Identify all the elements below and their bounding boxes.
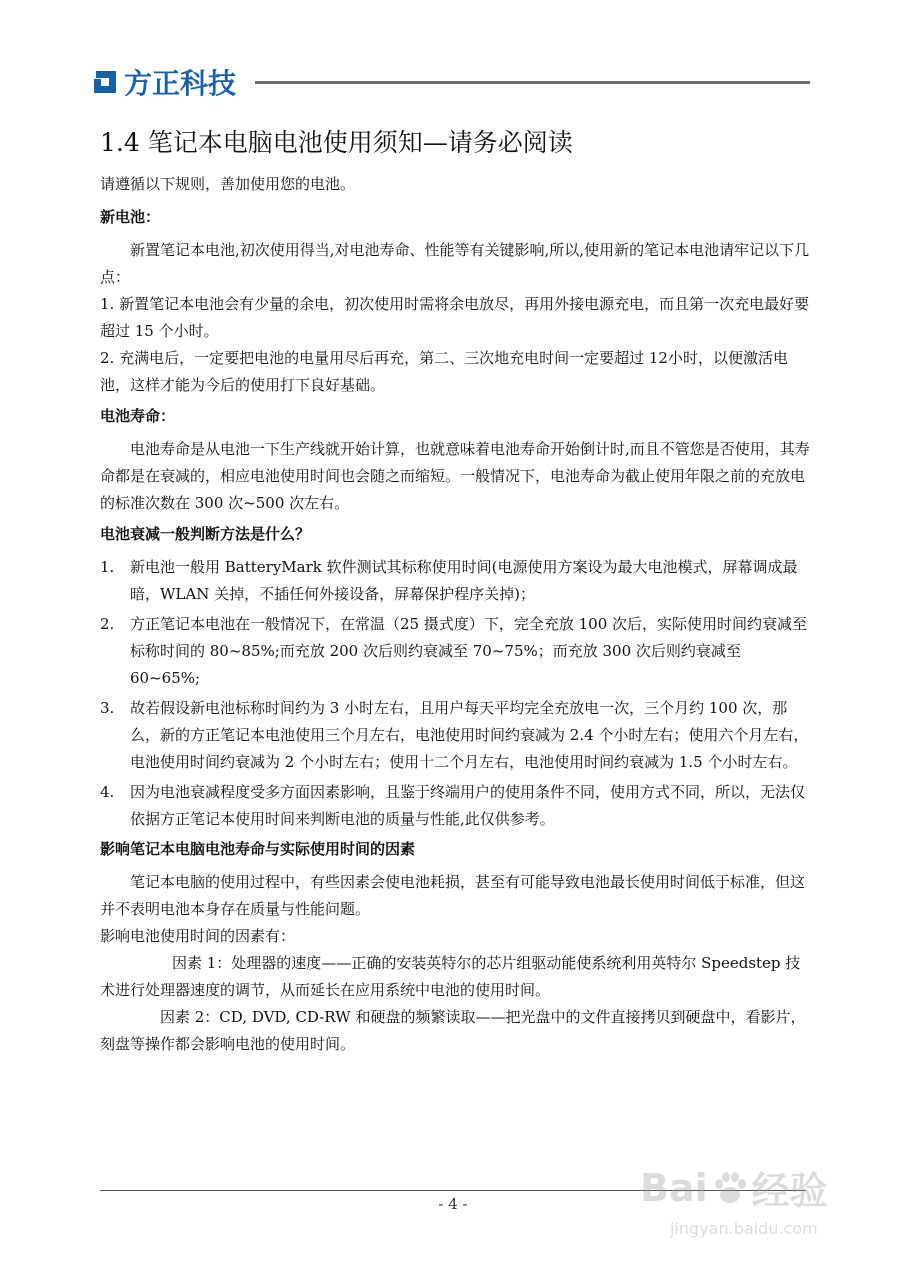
list-item-text: 因为电池衰减程度受多方面因素影响，且鉴于终端用户的使用条件不同，使用方式不同，所以，无法仅依据方正笔记本使用时间来判断电池的质量与性能,此仅供参考。 <box>130 783 806 828</box>
factors-lead: 影响电池使用时间的因素有： <box>100 927 296 945</box>
section-heading-decay: 电池衰减一般判断方法是什么？ <box>100 525 311 543</box>
paw-icon <box>710 1168 750 1208</box>
list-item-number: 3. <box>100 699 115 717</box>
factor-2: 因素 2：CD, DVD, CD-RW 和硬盘的频繁读取——把光盘中的文件直接拷贝到硬盘中，看影片，刻盘等操作都会影响电池的使用时间。 <box>100 1008 806 1053</box>
list-item <box>100 695 810 776</box>
decay-list <box>100 554 810 833</box>
factors-paragraph: 笔记本电脑的使用过程中，有些因素会使电池耗损，甚至有可能导致电池最长使用时间低于标准，但这并不表明电池本身存在质量与性能问题。 <box>100 873 806 918</box>
list-item <box>100 611 810 692</box>
company-logo <box>90 64 236 100</box>
section-heading-new-battery: 新电池： <box>100 208 161 226</box>
list-item-text: 故若假设新电池标称时间约为 3 小时左右，且用户每天平均完全充放电一次，三个月约 100 次，那么，新的方正笔记本电池使用三个月左右，电池使用时间约衰减为 2.4 个小时左右；使用六个月左右，电池使用时间约衰减为 2 个小时左右；使用十二个月左右，电池使用时间约衰减为 1.5 个小时左右。 <box>130 699 809 771</box>
new-battery-paragraph: 新置笔记本电池,初次使用得当,对电池寿命、性能等有关键影响,所以,使用新的笔记本电池请牢记以下几点： <box>100 241 810 286</box>
battery-life-paragraph: 电池寿命是从电池一下生产线就开始计算，也就意味着电池寿命开始倒计时,而且不管您是否使用，其寿命都是在衰减的，相应电池使用时间也会随之而缩短。一般情况下，电池寿命为截止使用年限之前的充放电的标准次数在 300 次~500 次左右。 <box>100 440 810 512</box>
new-battery-item: 2. 充满电后，一定要把电池的电量用尽后再充，第二、三次地充电时间一定要超过 12小时，以便激活电池，这样才能为今后的使用打下良好基础。 <box>100 349 788 394</box>
watermark-logo-left: Bai <box>640 1165 708 1210</box>
list-item-text: 方正笔记本电池在一般情况下，在常温（25 摄式度）下，完全充放 100 次后，实际使用时间约衰减至标称时间的 80~85%;而充放 200 次后则约衰减至 70~75%；而充放 300 次后则约衰减至 60~65%; <box>130 615 808 687</box>
section-heading-factors: 影响笔记本电脑电池寿命与实际使用时间的因素 <box>100 840 416 858</box>
factor-1: 因素 1：处理器的速度——正确的安装英特尔的芯片组驱动能使系统利用英特尔 Speedstep 技术进行处理器速度的调节，从而延长在应用系统中电池的使用时间。 <box>100 954 801 999</box>
list-item <box>100 554 810 608</box>
baidu-watermark <box>640 1160 860 1270</box>
watermark-logo-right: 经验 <box>751 1169 828 1213</box>
list-item <box>100 779 810 833</box>
list-item-text: 新电池一般用 BatteryMark 软件测试其标称使用时间(电源使用方案设为最大电池模式，屏幕调成最暗，WLAN 关掉，不插任何外接设备，屏幕保护程序关掉)； <box>130 558 798 603</box>
new-battery-item: 1. 新置笔记本电池会有少量的余电，初次使用时需将余电放尽，再用外接电源充电，而且第一次充电最好要超过 15 个小时。 <box>100 295 810 340</box>
list-item-number: 2. <box>100 615 115 633</box>
header-rule <box>255 81 810 84</box>
brand-name: 方正科技 <box>124 67 237 100</box>
watermark-logo <box>640 1160 860 1215</box>
document-body <box>100 125 810 1058</box>
list-item-number: 1. <box>100 558 115 576</box>
page-number: - 4 - <box>438 1195 468 1213</box>
page-title: 1.4 笔记本电脑电池使用须知—请务必阅读 <box>100 128 573 157</box>
intro-text: 请遵循以下规则，善加使用您的电池。 <box>100 175 356 193</box>
section-heading-battery-life: 电池寿命： <box>100 407 176 425</box>
list-item-number: 4. <box>100 783 115 801</box>
logo-mark-icon <box>90 67 120 97</box>
watermark-url: jingyan.baidu.com <box>670 1219 818 1238</box>
